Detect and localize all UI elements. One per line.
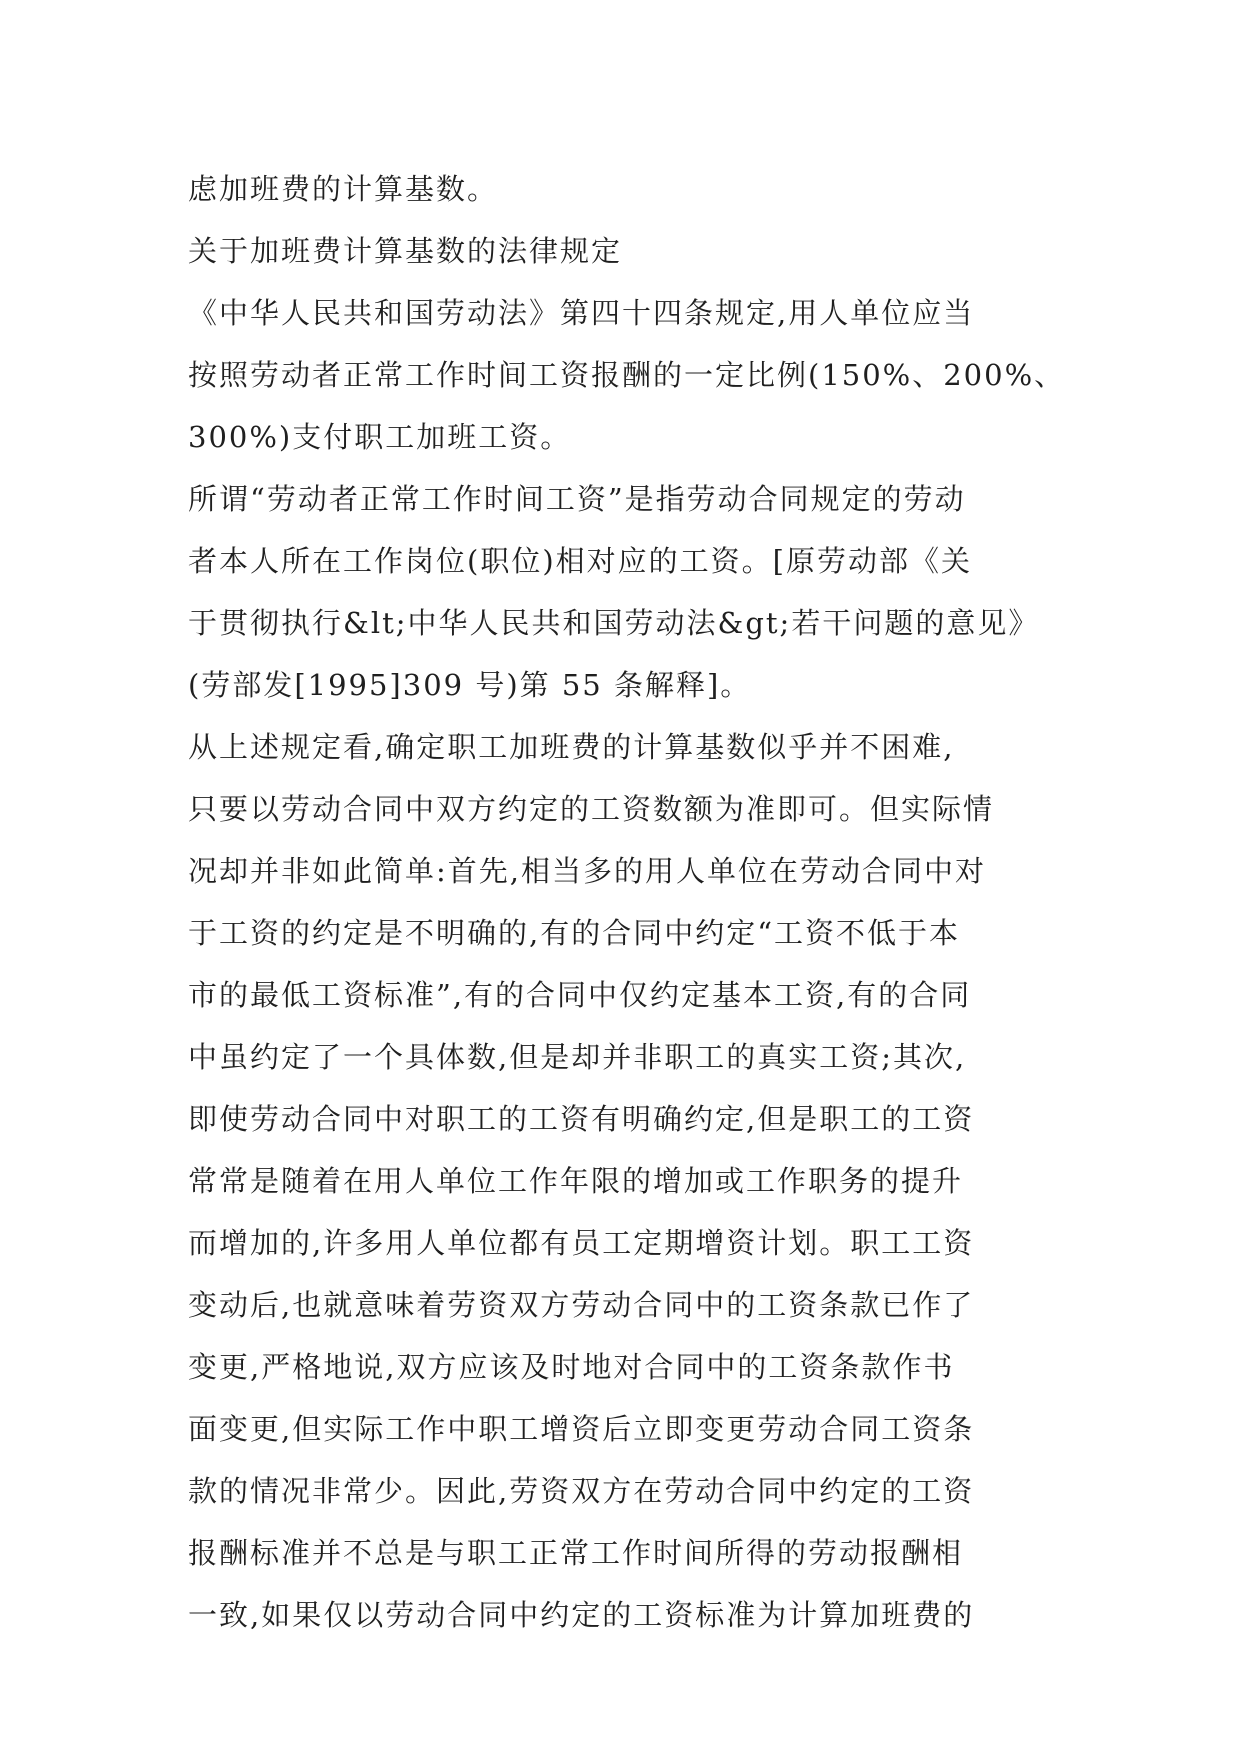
- text-line-7: 者本人所在工作岗位(职位)相对应的工资。[原劳动部《关: [188, 544, 972, 578]
- text-line-3: 《中华人民共和国劳动法》第四十四条规定,用人单位应当: [188, 296, 975, 330]
- text-line-20: 变更,严格地说,双方应该及时地对合同中的工资条款作书: [188, 1350, 955, 1384]
- text-line-11: 只要以劳动合同中双方约定的工资数额为准即可。但实际情: [188, 792, 995, 826]
- text-line-12: 况却并非如此简单:首先,相当多的用人单位在劳动合同中对: [188, 854, 986, 888]
- text-line-17: 常常是随着在用人单位工作年限的增加或工作职务的提升: [188, 1164, 964, 1198]
- text-line-22: 款的情况非常少。因此,劳资双方在劳动合同中约定的工资: [188, 1474, 975, 1508]
- text-line-15: 中虽约定了一个具体数,但是却并非职工的真实工资;其次,: [188, 1040, 967, 1074]
- text-line-21: 面变更,但实际工作中职工增资后立即变更劳动合同工资条: [188, 1412, 975, 1446]
- text-line-6: 所谓“劳动者正常工作时间工资”是指劳动合同规定的劳动: [188, 482, 966, 516]
- text-line-19: 变动后,也就意味着劳资双方劳动合同中的工资条款已作了: [188, 1288, 975, 1322]
- section-heading: 关于加班费计算基数的法律规定: [188, 234, 623, 268]
- text-line-1: 虑加班费的计算基数。: [188, 172, 499, 206]
- text-line-18: 而增加的,许多用人单位都有员工定期增资计划。职工工资: [188, 1226, 975, 1260]
- text-line-4: 按照劳动者正常工作时间工资报酬的一定比例(150%、200%、: [188, 358, 1066, 392]
- text-line-16: 即使劳动合同中对职工的工资有明确约定,但是职工的工资: [188, 1102, 975, 1136]
- text-line-9: (劳部发[1995]309 号)第 55 条解释]。: [188, 668, 752, 702]
- text-line-14: 市的最低工资标准”,有的合同中仅约定基本工资,有的合同: [188, 978, 972, 1012]
- text-line-10: 从上述规定看,确定职工加班费的计算基数似乎并不困难,: [188, 730, 955, 764]
- text-line-24: 一致,如果仅以劳动合同中约定的工资标准为计算加班费的: [188, 1598, 975, 1632]
- text-line-13: 于工资的约定是不明确的,有的合同中约定“工资不低于本: [188, 916, 961, 950]
- text-line-5: 300%)支付职工加班工资。: [188, 420, 572, 454]
- text-line-23: 报酬标准并不总是与职工正常工作时间所得的劳动报酬相: [188, 1536, 964, 1570]
- document-body: [188, 158, 1066, 1646]
- text-line-8: 于贯彻执行&lt;中华人民共和国劳动法&gt;若干问题的意见》: [188, 606, 1040, 640]
